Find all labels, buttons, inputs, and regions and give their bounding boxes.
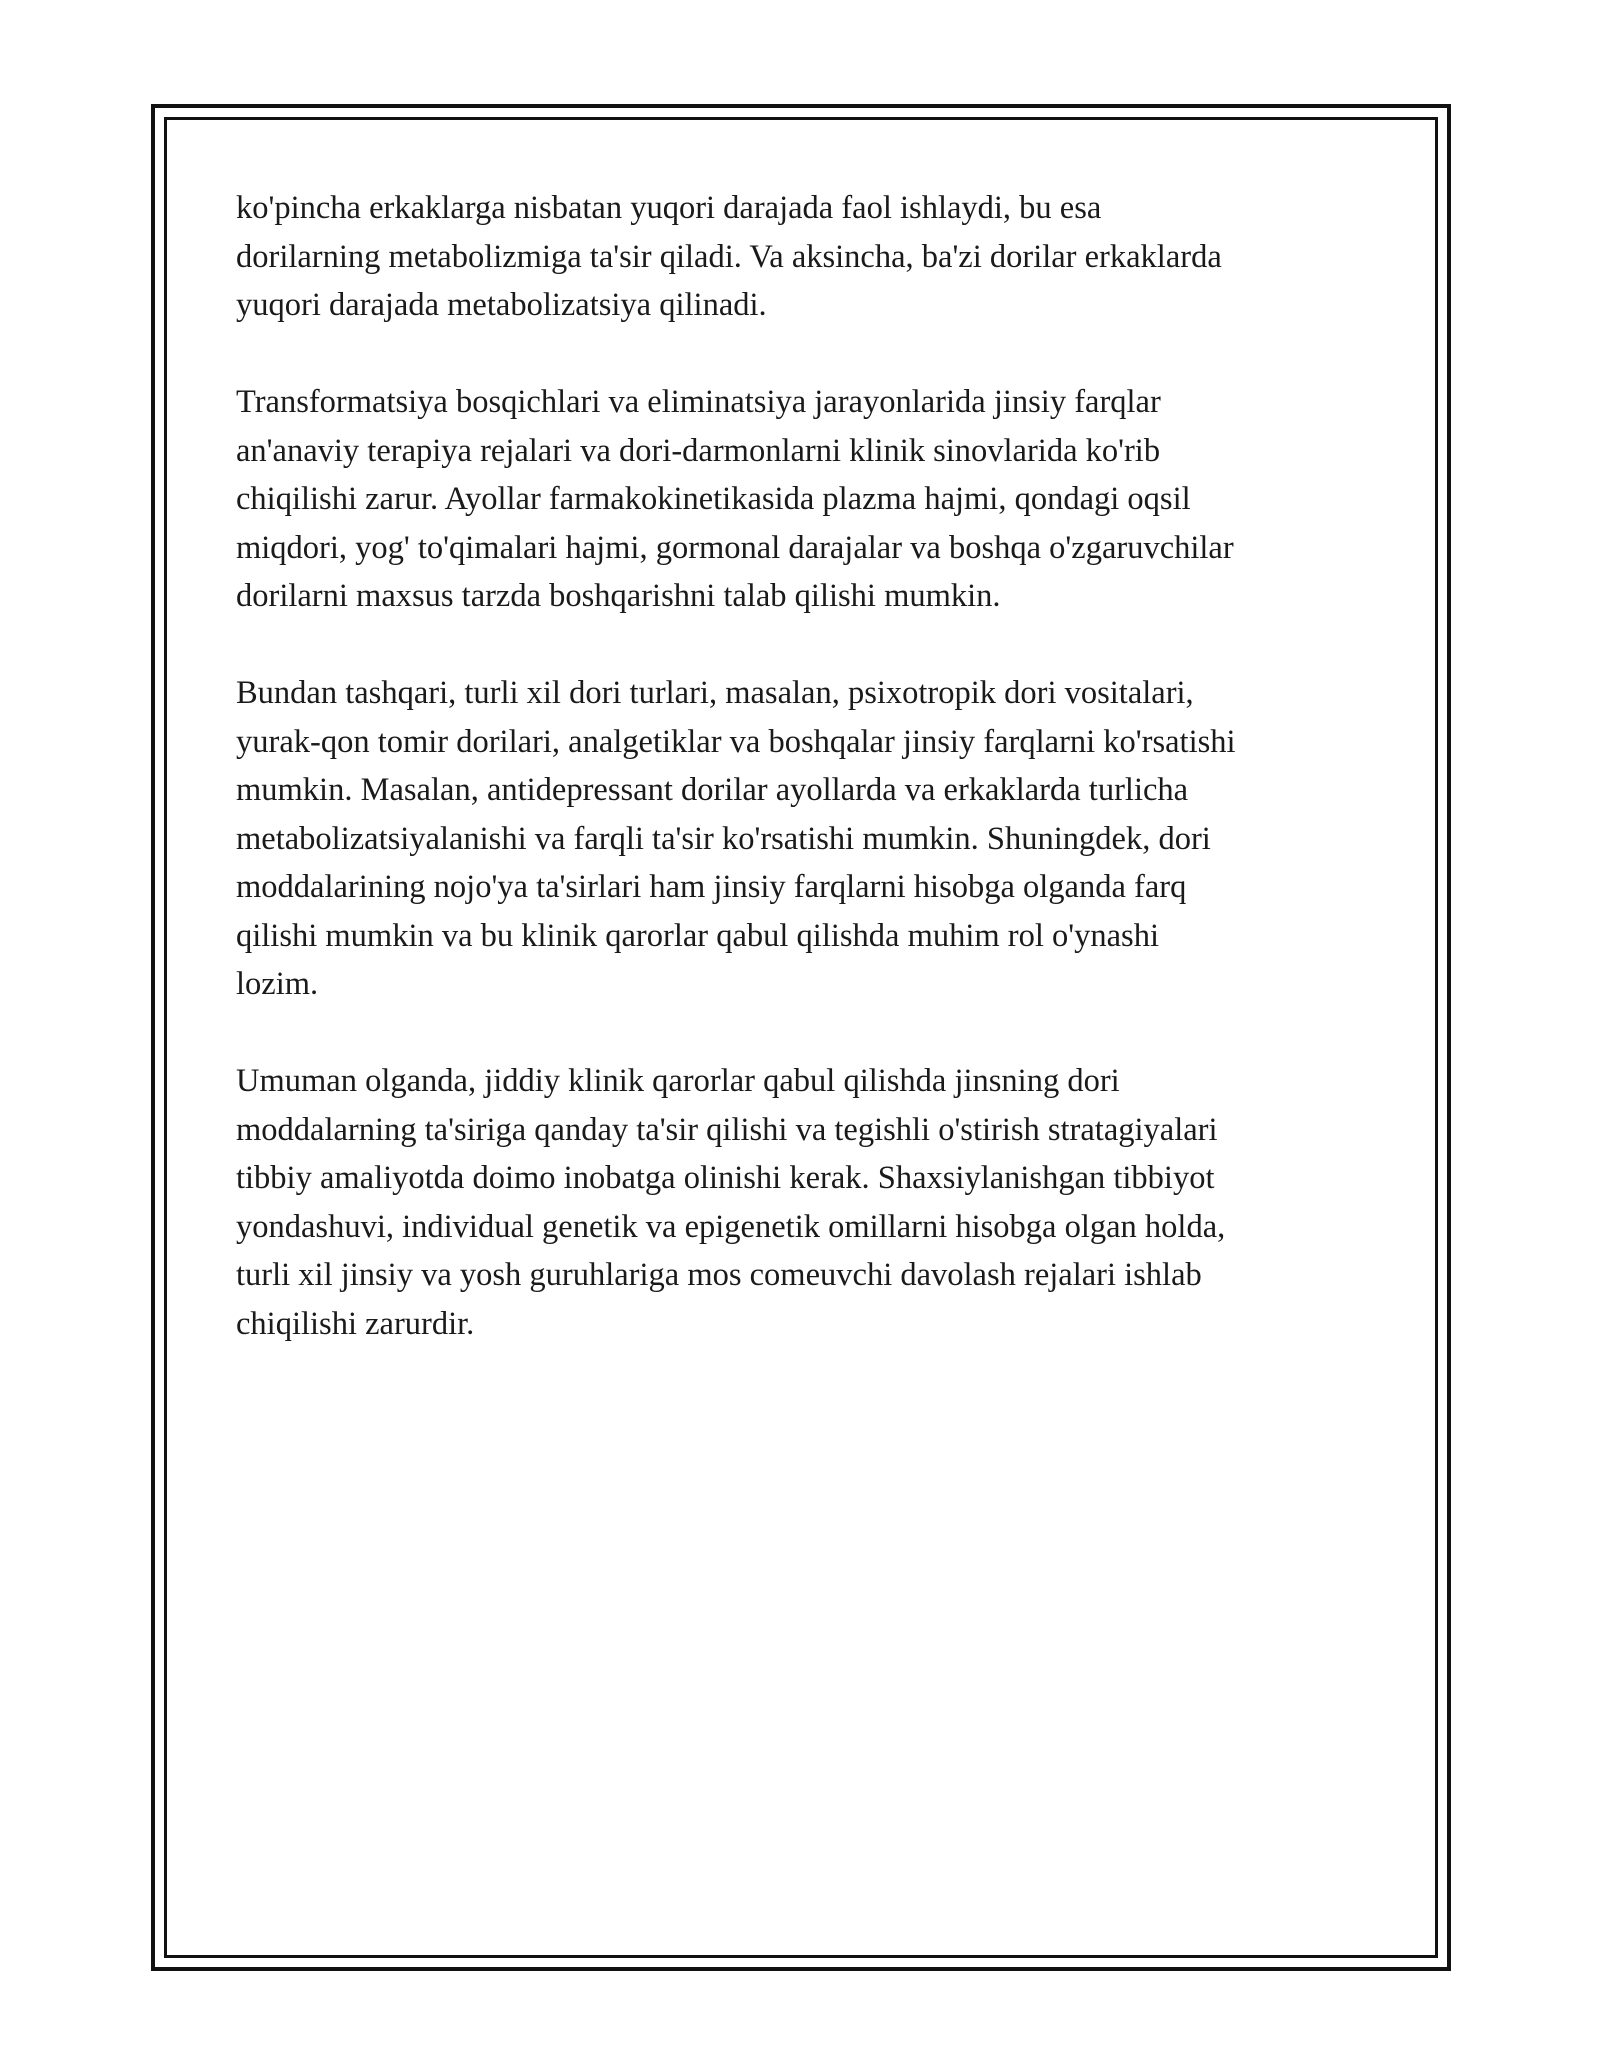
document-body: [236, 184, 1376, 1397]
paragraph-3: Bundan tashqari, turli xil dori turlari, masalan, psixotropik dori vositalari, yurak-qon tomir dorilari, analgetiklar va boshqalar jinsiy farqlarni ko'rsatishi mumkin. Masalan, antidepressant dorilar ayollarda va erkaklarda turlicha metabolizatsiyalanishi va farqli ta'sir ko'rsatishi mumkin. Shuningdek, dori moddalarining nojo'ya ta'sirlari ham jinsiy farqlarni hisobga olganda farq qilishi mumkin va bu klinik qarorlar qabul qilishda muhim rol o'ynashi lozim.: [236, 675, 1236, 1002]
paragraph-4: Umuman olganda, jiddiy klinik qarorlar qabul qilishda jinsning dori moddalarning ta'siriga qanday ta'sir qilishi va tegishli o'stirish stratagiyalari tibbiy amaliyotda doimo inobatga olinishi kerak. Shaxsiylanishgan tibbiyot yondashuvi, individual genetik va epigenetik omillarni hisobga olgan holda, turli xil jinsiy va yosh guruhlariga mos comeuvchi davolash rejalari ishlab chiqilishi zarurdir.: [236, 1063, 1226, 1342]
paragraph-2: Transformatsiya bosqichlari va eliminatsiya jarayonlarida jinsiy farqlar an'anaviy terapiya rejalari va dori-darmonlarni klinik sinovlarida ko'rib chiqilishi zarur. Ayollar farmakokinetikasida plazma hajmi, qondagi oqsil miqdori, yog' to'qimalari hajmi, gormonal darajalar va boshqa o'zgaruvchilar dorilarni maxsus tarzda boshqarishni talab qilishi mumkin.: [236, 384, 1234, 614]
paragraph-1: ko'pincha erkaklarga nisbatan yuqori darajada faol ishlaydi, bu esa dorilarning metabolizmiga ta'sir qiladi. Va aksincha, ba'zi dorilar erkaklarda yuqori darajada metabolizatsiya qilinadi.: [236, 190, 1222, 323]
